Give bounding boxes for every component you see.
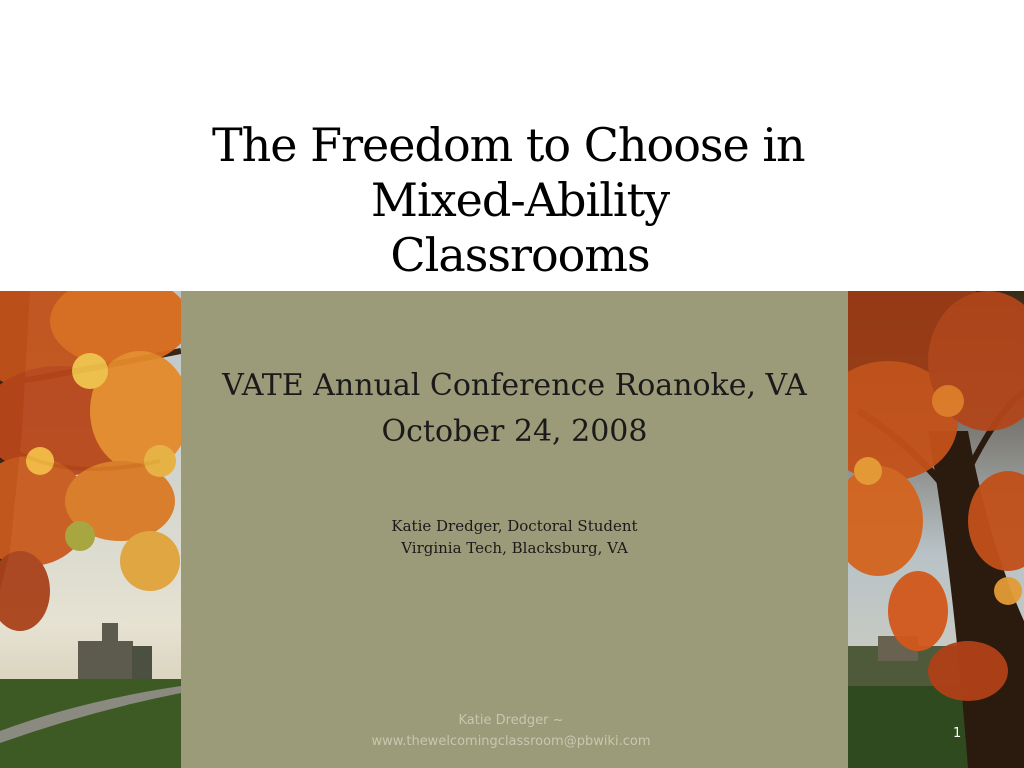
title-line-3: Classrooms xyxy=(390,228,650,282)
title-area xyxy=(0,0,1024,291)
footer-author: Katie Dredger ~ xyxy=(458,713,564,728)
slide-number: 1 xyxy=(953,726,962,741)
conference-date: October 24, 2008 xyxy=(381,414,648,449)
title-line-1: The Freedom to Choose in xyxy=(212,118,805,172)
conference-line-1: VATE Annual Conference Roanoke, VA xyxy=(222,368,807,403)
center-panel xyxy=(181,291,848,768)
author-affiliation: Virginia Tech, Blacksburg, VA xyxy=(401,539,628,557)
author-name: Katie Dredger, Doctoral Student xyxy=(391,517,638,535)
title-line-2: Mixed-Ability xyxy=(370,173,670,227)
footer-url: www.thewelcomingclassroom@pbwiki.com xyxy=(371,734,651,749)
slide-title xyxy=(200,118,840,283)
right-autumn-photo xyxy=(848,291,1024,768)
left-autumn-photo xyxy=(0,291,181,768)
